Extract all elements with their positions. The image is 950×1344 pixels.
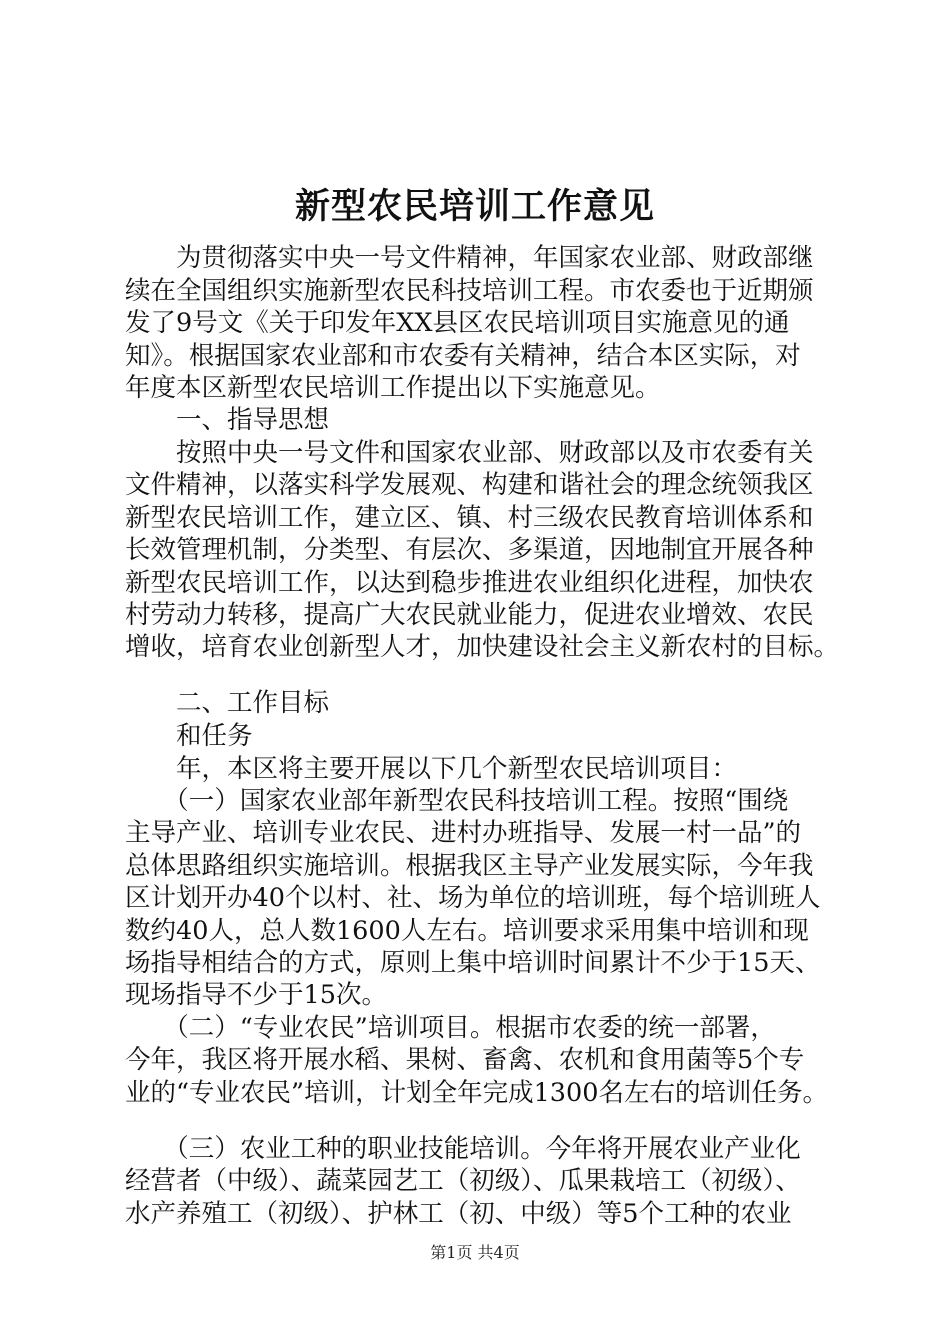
body-line: 按照中央一号文件和国家农业部、财政部以及市农委有关: [125, 438, 814, 468]
body-line: 村劳动力转移，提高广大农民就业能力，促进农业增效、农民: [125, 600, 814, 630]
body-line: 为贯彻落实中央一号文件精神，年国家农业部、财政部继: [125, 243, 814, 273]
body-line: 业的“专业农民”培训，计划全年完成1300名左右的培训任务。: [125, 1078, 828, 1108]
body-line: 新型农民培训工作，以达到稳步推进农业组织化进程，加快农: [125, 568, 814, 598]
body-line: 续在全国组织实施新型农民科技培训工程。市农委也于近期颁: [125, 276, 814, 306]
body-line: 增收，培育农业创新型人才，加快建设社会主义新农村的目标。: [125, 632, 840, 662]
body-line: 年度本区新型农民培训工作提出以下实施意见。: [125, 373, 661, 403]
section-heading: 一、指导思想: [125, 405, 330, 435]
section-heading: 二、工作目标: [125, 688, 330, 718]
body-line: 发了9号文《关于印发年XX县区农民培训项目实施意见的通: [125, 308, 790, 338]
body-line: 经营者（中级）、蔬菜园艺工（初级）、瓜果栽培工（初级）、: [125, 1166, 801, 1196]
document-title: 新型农民培训工作意见: [294, 186, 655, 227]
body-line: （三）农业工种的职业技能培训。今年将开展农业产业化: [125, 1134, 801, 1164]
body-line: 主导产业、培训专业农民、进村办班指导、发展一村一品”的: [125, 818, 802, 848]
body-line: （二）“专业农民”培训项目。根据市农委的统一部署，: [125, 1013, 776, 1043]
body-line: 年，本区将主要开展以下几个新型农民培训项目：: [125, 754, 738, 784]
body-line: 长效管理机制，分类型、有层次、多渠道，因地制宜开展各种: [125, 535, 814, 565]
body-line: 水产养殖工（初级）、护林工（初、中级）等5个工种的农业: [125, 1199, 792, 1229]
body-line: 区计划开办40个以村、社、场为单位的培训班，每个培训班人: [125, 883, 821, 913]
body-line: 知》。根据国家农业部和市农委有关精神，结合本区实际，对: [125, 341, 801, 371]
body-line: 场指导相结合的方式，原则上集中培训时间累计不少于15天、: [125, 948, 821, 978]
body-line: 数约40人，总人数1600人左右。培训要求采用集中培训和现: [125, 916, 809, 946]
body-line: （一）国家农业部年新型农民科技培训工程。按照“围绕: [125, 786, 789, 816]
section-heading: 和任务: [125, 721, 253, 751]
body-line: 文件精神，以落实科学发展观、构建和谐社会的理念统领我区: [125, 470, 814, 500]
body-line: 总体思路组织实施培训。根据我区主导产业发展实际，今年我: [125, 851, 814, 881]
body-line: 现场指导不少于15次。: [125, 980, 387, 1010]
body-line: 新型农民培训工作，建立区、镇、村三级农民教育培训体系和: [125, 503, 814, 533]
body-line: 今年，我区将开展水稻、果树、畜禽、农机和食用菌等5个专: [125, 1045, 805, 1075]
page-number-footer: 第1页 共4页: [430, 1243, 520, 1262]
